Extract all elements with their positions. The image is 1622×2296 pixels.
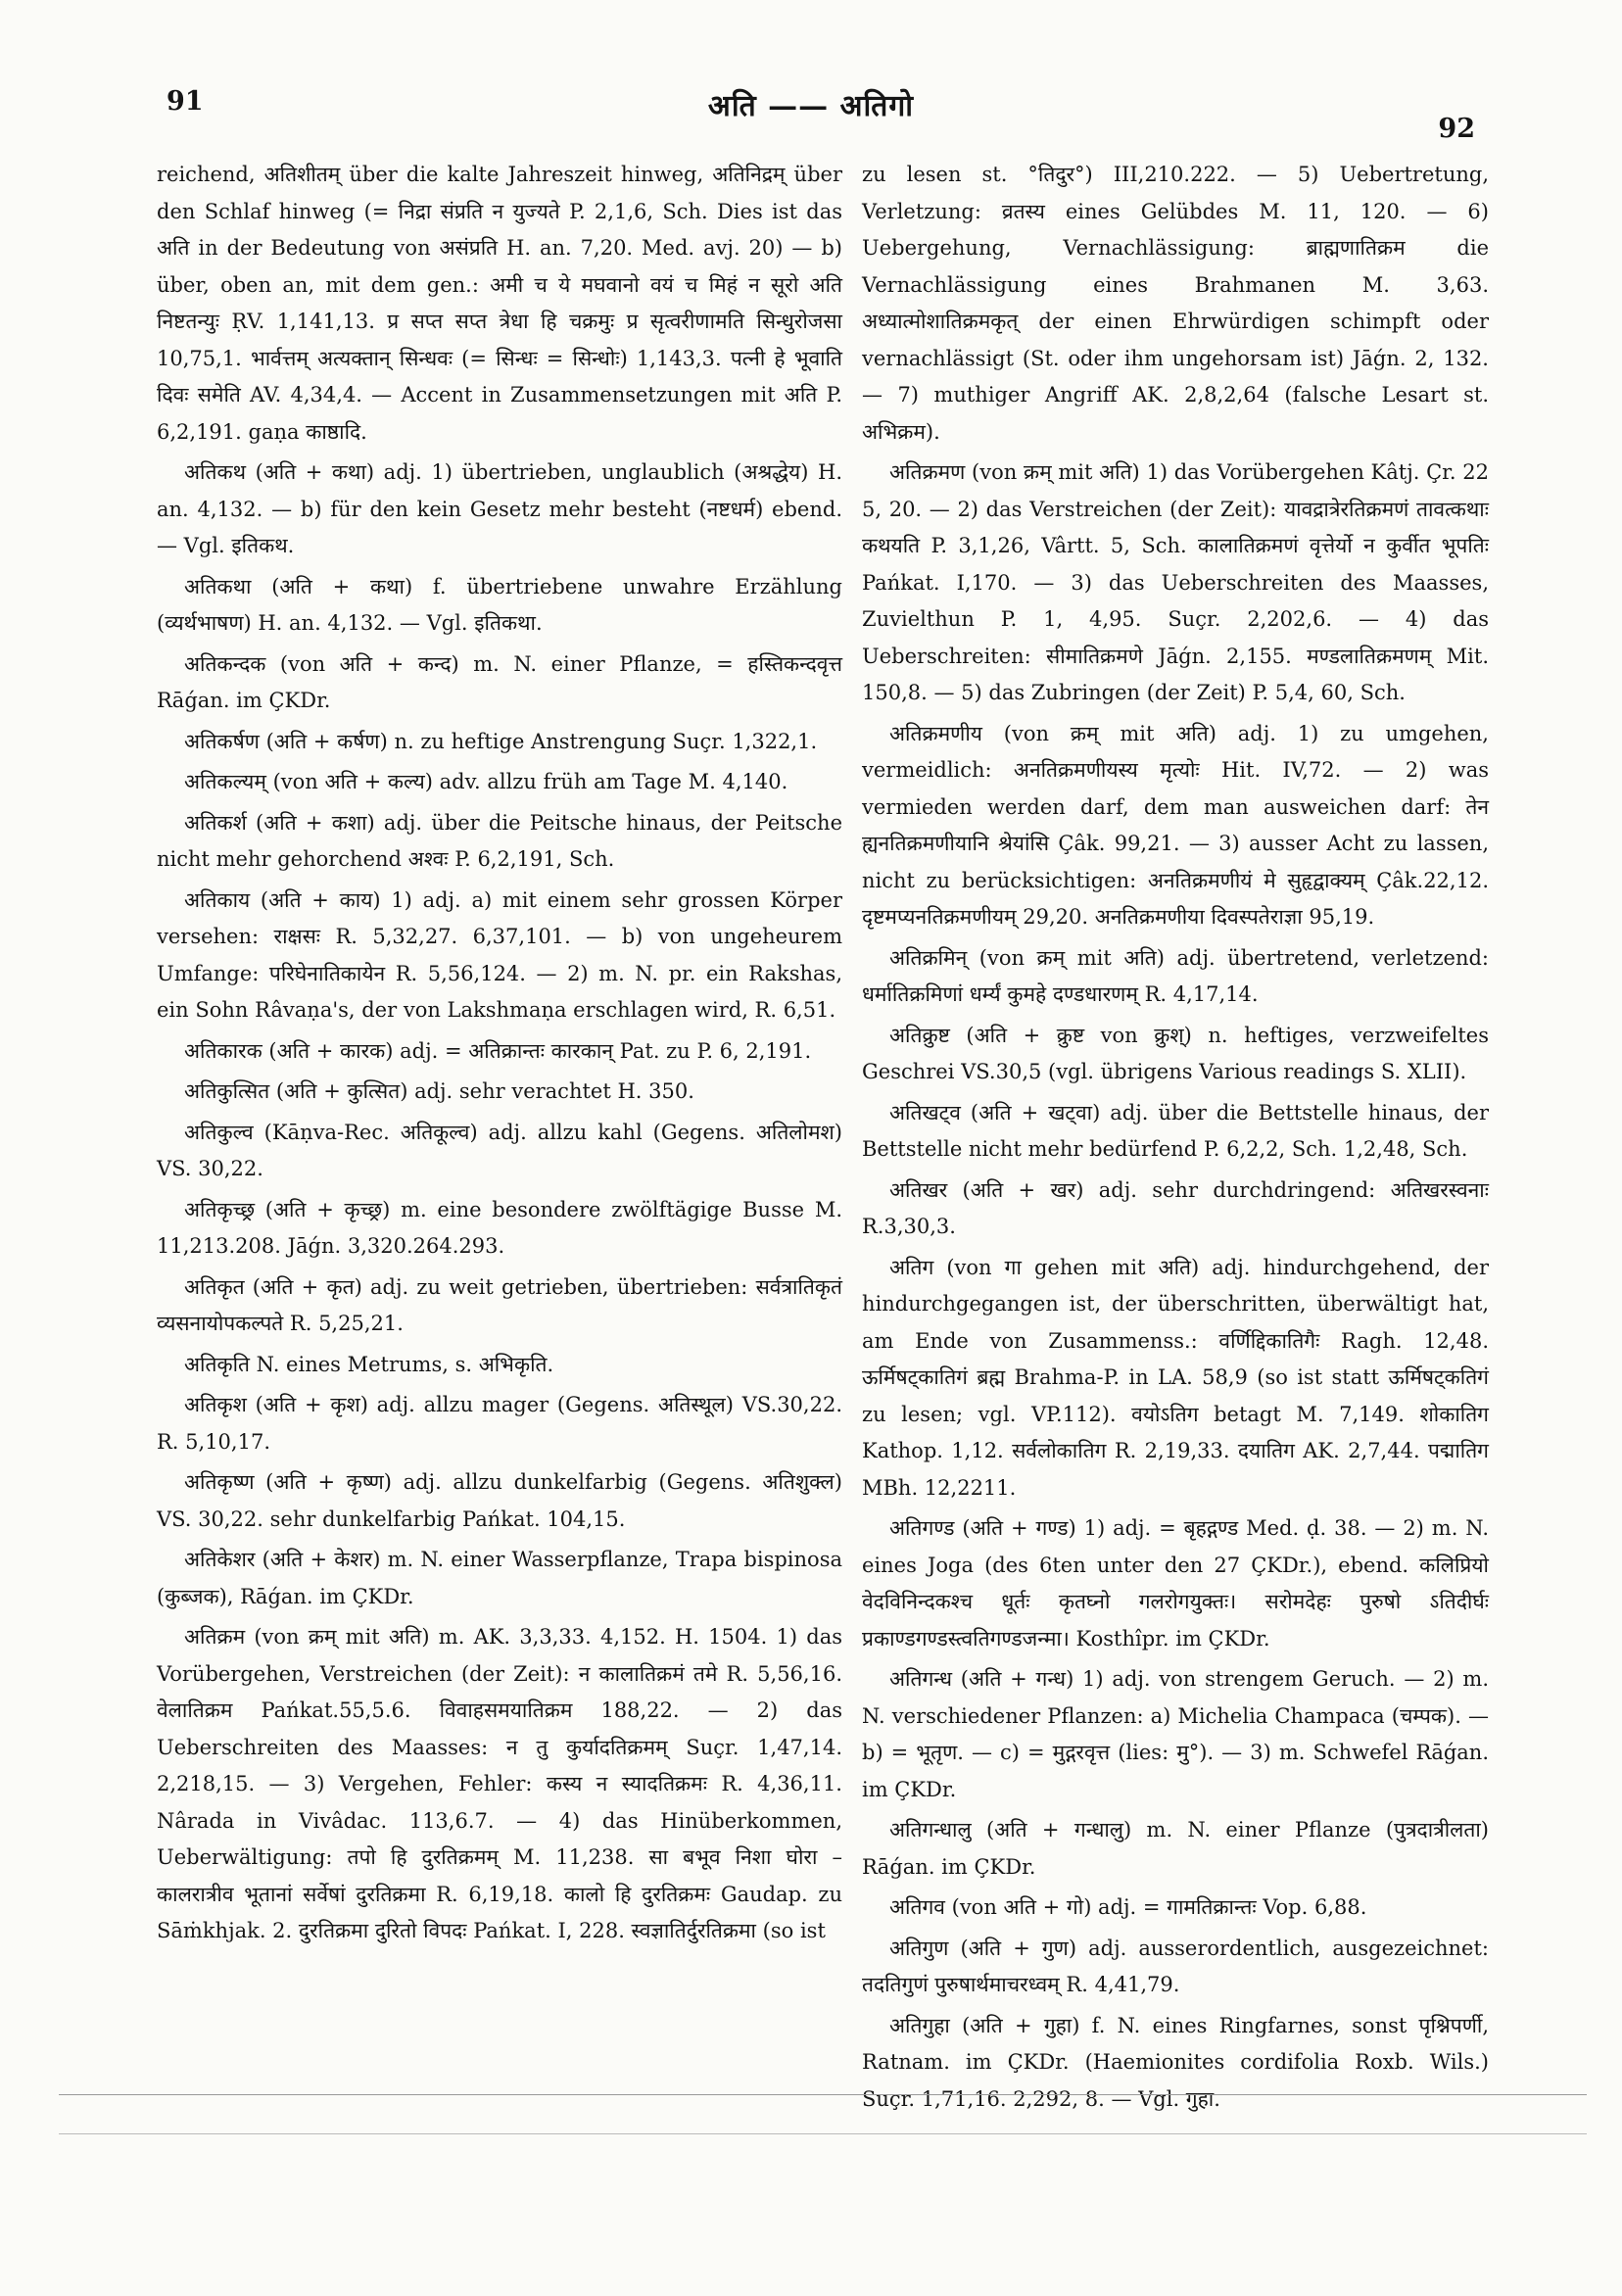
dictionary-entry: अतिक्रमणीय (von क्रम् mit अति) adj. 1) zu umgehen, vermeidlich: अनतिक्रमणीयस्य मृत्योः Hit. IV,72. — 2) was vermieden werden darf, dem man ausweichen darf: तेन ह्यनतिक्रमणीयानि श्रेयांसि Çâk. 99,21. — 3) ausser Acht zu lassen, nicht zu berücksichtigen: अनतिक्रमणीयं मे सुहृद्वाक्यम् Çâk.22,12. दृष्टमप्यनतिक्रमणीयम् 29,20. अनतिक्रमणीया दिवस्पतेराज्ञा 95,19. — [862, 721, 1489, 929]
dictionary-entry: अतिखर (अति + खर) adj. sehr durchdringend: अतिखरस्वनाः R.3,30,3. — [862, 1177, 1489, 1238]
dictionary-entry: अतिक्रम (von क्रम् mit अति) m. AK. 3,3,33. 4,152. H. 1504. 1) das Vorübergehen, Verstreichen (der Zeit): न कालातिक्रमं तमे R. 5,56,16. वेलातिक्रम Pańkat.55,5.6. विवाहसमयातिक्रम 188,22. — 2) das Ueberschreiten des Maasses: न तु कुर्यादतिक्रमम् Suçr. 1,47,14. 2,218,15. — 3) Vergehen, Fehler: कस्य न स्यादतिक्रमः R. 4,36,11. Nârada in Vivâdac. 113,6.7. — 4) das Hinüberkommen, Ueberwältigung: तपो हि दुरतिक्रमम् M. 11,238. सा बभूव निशा घोरा – कालरात्रीव भूतानां सर्वेषां दुरतिक्रमा R. 6,19,18. कालो हि दुरतिक्रमः Gaudap. zu Sāṁkhjak. 2. दुरतिक्रमा दुरितो विपदः Pańkat. I, 228. स्वज्ञातिर्दुरतिक्रमा (so ist — [157, 1625, 842, 1942]
dictionary-entry: अतिकृष्ण (अति + कृष्ण) adj. allzu dunkelfarbig (Gegens. अतिशुक्ल) VS. 30,22. sehr dunkelfarbig Pańkat. 104,15. — [157, 1470, 842, 1531]
right-column — [862, 157, 1489, 2122]
dictionary-entry: अतिगन्धालु (अति + गन्धालु) m. N. einer Pflanze (पुत्रदात्रीलता) Rāǵan. im ÇKDr. — [862, 1818, 1489, 1879]
running-head: अति —— अतिगो — [707, 89, 915, 123]
dictionary-entry: अतिकुल्व (Kāṇva-Rec. अतिकूल्व) adj. allzu kahl (Gegens. अतिलोमश) VS. 30,22. — [157, 1120, 842, 1180]
dictionary-entry: अतिकेशर (अति + केशर) m. N. einer Wasserpflanze, Trapa bispinosa (कुब्जक), Rāǵan. im ÇKDr. — [157, 1548, 842, 1608]
page-number-left: 91 — [167, 86, 204, 117]
dictionary-entry: अतिकर्षण (अति + कर्षण) n. zu heftige Anstrengung Suçr. 1,322,1. — [184, 729, 818, 753]
dictionary-entry: अतिकृश (अति + कृश) adj. allzu mager (Gegens. अतिस्थूल) VS.30,22. R. 5,10,17. — [157, 1393, 842, 1454]
dictionary-entry: अतिकारक (अति + कारक) adj. = अतिक्रान्तः कारकान् Pat. zu P. 6, 2,191. — [184, 1038, 812, 1063]
dictionary-entry: अतिकथ (अति + कथा) adj. 1) übertrieben, unglaublich (अश्रद्धेय) H. an. 4,132. — b) für den kein Gesetz mehr besteht (नष्टधर्म) ebend. — Vgl. इतिकथ. — [157, 460, 842, 557]
scan-edge-line — [59, 2094, 1587, 2095]
dictionary-entry: अतिगव (von अति + गो) adj. = गामतिक्रान्तः Vop. 6,88. — [889, 1895, 1367, 1919]
dictionary-entry: अतिकुत्सित (अति + कुत्सित) adj. sehr verachtet H. 350. — [184, 1079, 694, 1103]
dictionary-entry: अतिक्रमण (von क्रम् mit अति) 1) das Vorübergehen Kâtj. Çr. 22 5, 20. — 2) das Verstreichen (der Zeit): यावद्रात्रेरतिक्रमणं तावत्कथाः कथयति P. 3,1,26, Vârtt. 5, Sch. कालातिक्रमणं वृत्तेर्यो न कुर्वीत भूपतिः Pańkat. I,170. — 3) das Ueberschreiten des Maasses, Zuvielthun P. 1, 4,95. Suçr. 2,202,6. — 4) das Ueberschreiten: सीमातिक्रमणे Jāǵn. 2,155. मण्डलातिक्रमणम् Mit. 150,8. — 5) das Zubringen (der Zeit) P. 5,4, 60, Sch. — [862, 460, 1489, 704]
dictionary-entry: अतिकर्श (अति + कशा) adj. über die Peitsche hinaus, der Peitsche nicht mehr gehorchend अश्वः P. 6,2,191, Sch. — [157, 810, 842, 871]
dictionary-entry: अतिकृच्छ्र (अति + कृच्छ्र) m. eine besondere zwölftägige Busse M. 11,213.208. Jāǵn. 3,320.264.293. — [157, 1197, 842, 1258]
dictionary-entry: zu lesen st. °तिदुर°) III,210.222. — 5) Uebertretung, Verletzung: व्रतस्य eines Gelübdes M. 11, 120. — 6) Uebergehung, Vernachlässigung: ब्राह्मणातिक्रम die Vernachlässigung eines Brahmanen M. 3,63. अध्यात्मोशातिक्रमकृत् der einen Ehrwürdigen schimpft oder vernachlässigt (St. oder ihm ungehorsam ist) Jāǵn. 2, 132. — 7) muthiger Angriff AK. 2,8,2,64 (falsche Lesart st. अभिक्रम). — [862, 163, 1489, 444]
left-column — [157, 157, 842, 1954]
dictionary-entry: अतिगुण (अति + गुण) adj. ausserordentlich, ausgezeichnet: तदतिगुणं पुरुषार्थमाचरध्वम् R. 4,41,79. — [862, 1936, 1489, 1996]
dictionary-entry: अतिगन्ध (अति + गन्ध) 1) adj. von strengem Geruch. — 2) m. N. verschiedener Pflanzen: a) Michelia Champaca (चम्पक). — b) = भूतृण. — c) = मुद्गरवृत्त (lies: मु°). — 3) m. Schwefel Rāǵan. im ÇKDr. — [862, 1667, 1489, 1801]
scan-edge-line — [59, 2133, 1587, 2134]
dictionary-entry: अतिखट्व (अति + खट्वा) adj. über die Bettstelle hinaus, der Bettstelle nicht mehr bedürfend P. 6,2,2, Sch. 1,2,48, Sch. — [862, 1100, 1489, 1161]
dictionary-entry: अतिकाय (अति + काय) 1) adj. a) mit einem sehr grossen Körper versehen: राक्षसः R. 5,32,27. 6,37,101. — b) von ungeheurem Umfange: परिघेनातिकायेन R. 5,56,124. — 2) m. N. pr. ein Rakshas, ein Sohn Râvaṇa's, der von Lakshmaṇa erschlagen wird, R. 6,51. — [157, 887, 842, 1022]
dictionary-entry: अतिकन्दक (von अति + कन्द) m. N. einer Pflanze, = हस्तिकन्दवृत्त Rāǵan. im ÇKDr. — [157, 651, 842, 712]
dictionary-entry: reichend, अतिशीतम् über die kalte Jahreszeit hinweg, अतिनिद्रम् über den Schlaf hinweg (= निद्रा संप्रति न युज्यते P. 2,1,6, Sch. Dies ist das अति in der Bedeutung von असंप्रति H. an. 7,20. Med. avj. 20) — b) über, oben an, mit dem gen.: अमी च ये मघवानो वयं च मिहं न सूरो अति निष्टतन्युः ṚV. 1,141,13. प्र सप्त सप्त त्रेधा हि चक्रमुः प्र सृत्वरीणामति सिन्धुरोजसा 10,75,1. भार्वत्तम् अत्यक्तान् सिन्धवः (= सिन्धः = सिन्धोः) 1,143,3. पत्नी हे भूवाति दिवः समेति AV. 4,34,4. — Accent in Zusammensetzungen mit अति P. 6,2,191. gaṇa काष्ठादि. — [157, 163, 842, 444]
dictionary-entry: अतिगुहा (अति + गुहा) f. N. eines Ringfarnes, sonst पृश्निपर्णी, Ratnam. im ÇKDr. (Haemionites cordifolia Roxb. Wils.) Suçr. 1,71,16. 2,292, 8. — Vgl. गुहा. — [862, 2013, 1489, 2111]
dictionary-entry: अतिक्रमिन् (von क्रम् mit अति) adj. übertretend, verletzend: धर्मातिक्रमिणां धर्म्यं कुमहे दण्डधारणम् R. 4,17,14. — [862, 945, 1489, 1006]
dictionary-entry: अतिक्रुष्ट (अति + क्रुष्ट von क्रुश्) n. heftiges, verzweifeltes Geschrei VS.30,5 (vgl. übrigens Various readings S. XLII). — [862, 1023, 1489, 1083]
dictionary-entry: अतिकृति N. eines Metrums, s. अभिकृति. — [184, 1352, 554, 1376]
dictionary-entry: अतिकृत (अति + कृत) adj. zu weit getrieben, übertrieben: सर्वत्रातिकृतं व्यसनायोपकल्पते R. 5,25,21. — [157, 1274, 842, 1335]
page-number-right: 92 — [1438, 114, 1475, 144]
dictionary-entry: अतिगण्ड (अति + गण्ड) 1) adj. = बृहद्गण्ड Med. ḍ. 38. — 2) m. N. eines Joga (des 6ten unter den 27 ÇKDr.), ebend. कलिप्रियो वेदविनिन्दकश्च धूर्तः कृतघ्नो गलरोगयुक्तः। सरोमदेहः पुरुषो ऽतिदीर्घः प्रकाण्डगण्डस्त्वतिगण्डजन्मा। Kosthîpr. im ÇKDr. — [862, 1516, 1489, 1650]
dictionary-entry: अतिग (von गा gehen mit अति) adj. hindurchgehend, der hindurchgegangen ist, der überschritten, überwältigt hat, am Ende von Zusammenss.: वर्णिद्दिकातिगैः Ragh. 12,48. ऊर्मिषट्कातिगं ब्रह्म Brahma-P. in LA. 58,9 (so ist statt ऊर्मिषट्कतिगं zu lesen; vgl. VP.112). वयोऽतिग betagt M. 7,149. शोकातिग Kathop. 1,12. सर्वलोकातिग R. 2,19,33. दयातिग AK. 2,7,44. पद्मातिग MBh. 12,2211. — [862, 1255, 1489, 1500]
dictionary-entry: अतिकल्यम् (von अति + कल्य) adv. allzu früh am Tage M. 4,140. — [184, 770, 788, 793]
dictionary-entry: अतिकथा (अति + कथा) f. übertriebene unwahre Erzählung (व्यर्थभाषण) H. an. 4,132. — Vgl. इतिकथा. — [157, 574, 842, 635]
